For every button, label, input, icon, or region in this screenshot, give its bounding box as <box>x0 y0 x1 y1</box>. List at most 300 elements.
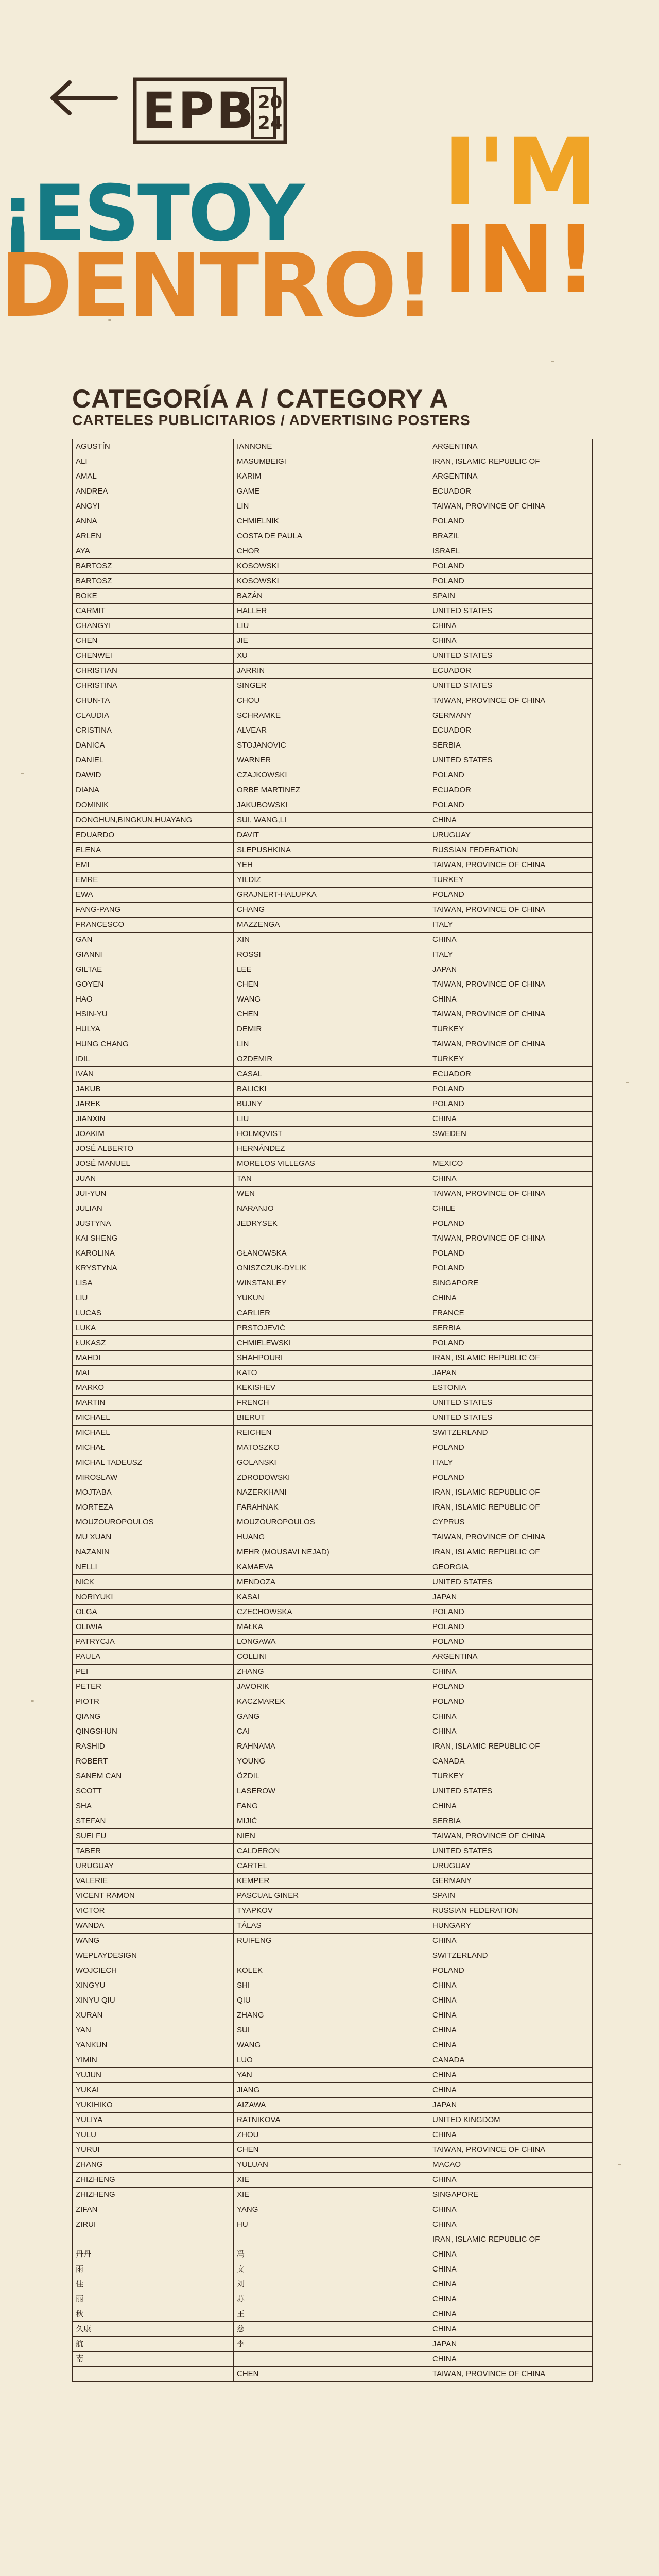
table-row <box>73 1904 593 1919</box>
first-name-cell: MAHDI <box>73 1351 234 1366</box>
last-name-cell: YUKUN <box>234 1291 429 1306</box>
country-cell: CHINA <box>429 2247 593 2262</box>
last-name-cell: SCHRAMKE <box>234 708 429 723</box>
country-cell: GEORGIA <box>429 1560 593 1575</box>
last-name-cell: STOJANOVIC <box>234 738 429 753</box>
table-row <box>73 619 593 634</box>
country-cell: CHINA <box>429 1665 593 1680</box>
first-name-cell: XURAN <box>73 2008 234 2023</box>
last-name-cell: CAI <box>234 1724 429 1739</box>
first-name-cell: CARMIT <box>73 604 234 619</box>
country-cell: SERBIA <box>429 738 593 753</box>
table-row <box>73 2143 593 2158</box>
first-name-cell: KAI SHENG <box>73 1231 234 1246</box>
logo-year: 20 24 <box>251 87 276 139</box>
last-name-cell: SUI <box>234 2023 429 2038</box>
country-cell: ITALY <box>429 1455 593 1470</box>
last-name-cell: CHEN <box>234 2143 429 2158</box>
first-name-cell: YUJUN <box>73 2068 234 2083</box>
first-name-cell <box>73 2367 234 2382</box>
last-name-cell: DEMIR <box>234 1022 429 1037</box>
country-cell: CHINA <box>429 2008 593 2023</box>
country-cell: POLAND <box>429 1605 593 1620</box>
table-row <box>73 1440 593 1455</box>
last-name-cell: BALICKI <box>234 1082 429 1097</box>
first-name-cell: CHRISTINA <box>73 679 234 693</box>
country-cell: SWITZERLAND <box>429 1426 593 1440</box>
last-name-cell: CHEN <box>234 1007 429 1022</box>
last-name-cell: NAZERKHANI <box>234 1485 429 1500</box>
first-name-cell: STEFAN <box>73 1814 234 1829</box>
country-cell: POLAND <box>429 1336 593 1351</box>
last-name-cell: NARANJO <box>234 1201 429 1216</box>
country-cell: CANADA <box>429 2053 593 2068</box>
first-name-cell: ZHIZHENG <box>73 2188 234 2202</box>
last-name-cell: RUIFENG <box>234 1934 429 1948</box>
first-name-cell: PEI <box>73 1665 234 1680</box>
country-cell: POLAND <box>429 1246 593 1261</box>
country-cell: TAIWAN, PROVINCE OF CHINA <box>429 903 593 918</box>
first-name-cell: IVÁN <box>73 1067 234 1082</box>
table-row <box>73 888 593 903</box>
table-row <box>73 1978 593 1993</box>
table-row <box>73 2292 593 2307</box>
country-cell: ARGENTINA <box>429 1650 593 1665</box>
first-name-cell: WANDA <box>73 1919 234 1934</box>
country-cell: TAIWAN, PROVINCE OF CHINA <box>429 1007 593 1022</box>
first-name-cell: DANIEL <box>73 753 234 768</box>
country-cell: TAIWAN, PROVINCE OF CHINA <box>429 1037 593 1052</box>
country-cell: POLAND <box>429 1216 593 1231</box>
last-name-cell: HOLMQVIST <box>234 1127 429 1142</box>
last-name-cell: KOSOWSKI <box>234 574 429 589</box>
last-name-cell: CASAL <box>234 1067 429 1082</box>
first-name-cell: YULU <box>73 2128 234 2143</box>
country-cell: UNITED STATES <box>429 604 593 619</box>
first-name-cell: VALERIE <box>73 1874 234 1889</box>
first-name-cell: JUI-YUN <box>73 1187 234 1201</box>
country-cell: POLAND <box>429 574 593 589</box>
country-cell: UNITED STATES <box>429 1396 593 1411</box>
table-row <box>73 664 593 679</box>
country-cell: CHINA <box>429 2322 593 2337</box>
table-row <box>73 1216 593 1231</box>
table-row <box>73 1680 593 1694</box>
first-name-cell: MIROSLAW <box>73 1470 234 1485</box>
back-arrow-icon[interactable] <box>46 77 118 118</box>
first-name-cell: BARTOSZ <box>73 559 234 574</box>
table-row <box>73 1874 593 1889</box>
table-row <box>73 2307 593 2322</box>
table-row <box>73 977 593 992</box>
country-cell: GERMANY <box>429 708 593 723</box>
last-name-cell: CHOU <box>234 693 429 708</box>
country-cell: CHINA <box>429 619 593 634</box>
last-name-cell: JIANG <box>234 2083 429 2098</box>
last-name-cell: 苏 <box>234 2292 429 2307</box>
first-name-cell: XINGYU <box>73 1978 234 1993</box>
country-cell: ARGENTINA <box>429 469 593 484</box>
last-name-cell: HALLER <box>234 604 429 619</box>
country-cell: ECUADOR <box>429 723 593 738</box>
table-row <box>73 723 593 738</box>
last-name-cell: KEMPER <box>234 1874 429 1889</box>
last-name-cell: GAME <box>234 484 429 499</box>
country-cell: UNITED STATES <box>429 1844 593 1859</box>
participants-table <box>72 439 592 2382</box>
country-cell: CHINA <box>429 1993 593 2008</box>
first-name-cell: CHENWEI <box>73 649 234 664</box>
country-cell: SWEDEN <box>429 1127 593 1142</box>
table-row <box>73 738 593 753</box>
country-cell: CHILE <box>429 1201 593 1216</box>
country-cell: UNITED STATES <box>429 1575 593 1590</box>
last-name-cell <box>234 1948 429 1963</box>
first-name-cell: IDIL <box>73 1052 234 1067</box>
country-cell: POLAND <box>429 1680 593 1694</box>
country-cell: CHINA <box>429 2217 593 2232</box>
first-name-cell: FANG-PANG <box>73 903 234 918</box>
table-row <box>73 604 593 619</box>
country-cell: CHINA <box>429 1799 593 1814</box>
first-name-cell: LISA <box>73 1276 234 1291</box>
country-cell: BRAZIL <box>429 529 593 544</box>
last-name-cell: TÁLAS <box>234 1919 429 1934</box>
country-cell: POLAND <box>429 768 593 783</box>
table-row <box>73 499 593 514</box>
first-name-cell: MU XUAN <box>73 1530 234 1545</box>
first-name-cell: ARLEN <box>73 529 234 544</box>
last-name-cell: GANG <box>234 1709 429 1724</box>
last-name-cell: FRENCH <box>234 1396 429 1411</box>
last-name-cell: YANG <box>234 2202 429 2217</box>
first-name-cell: YUKAI <box>73 2083 234 2098</box>
first-name-cell: MOUZOUROPOULOS <box>73 1515 234 1530</box>
table-row <box>73 708 593 723</box>
first-name-cell: NELLI <box>73 1560 234 1575</box>
country-cell: CHINA <box>429 1172 593 1187</box>
first-name-cell: WOJCIECH <box>73 1963 234 1978</box>
table-row <box>73 1784 593 1799</box>
table-row <box>73 1650 593 1665</box>
last-name-cell: CHMIELEWSKI <box>234 1336 429 1351</box>
last-name-cell: JEDRYSEK <box>234 1216 429 1231</box>
last-name-cell: PRSTOJEVIĆ <box>234 1321 429 1336</box>
country-cell: TAIWAN, PROVINCE OF CHINA <box>429 1530 593 1545</box>
table-row <box>73 2173 593 2188</box>
country-cell: ISRAEL <box>429 544 593 559</box>
last-name-cell: YEH <box>234 858 429 873</box>
first-name-cell: JAKUB <box>73 1082 234 1097</box>
headline-estoy: ¡ESTOY <box>0 169 303 259</box>
first-name-cell: GILTAE <box>73 962 234 977</box>
country-cell: CHINA <box>429 2277 593 2292</box>
table-row <box>73 2098 593 2113</box>
country-cell: SINGAPORE <box>429 1276 593 1291</box>
country-cell: UNITED STATES <box>429 679 593 693</box>
last-name-cell: YAN <box>234 2068 429 2083</box>
last-name-cell: KASAI <box>234 1590 429 1605</box>
table-row <box>73 544 593 559</box>
table-row <box>73 1754 593 1769</box>
first-name-cell: ŁUKASZ <box>73 1336 234 1351</box>
table-row <box>73 1231 593 1246</box>
last-name-cell: GRAJNERT-HALUPKA <box>234 888 429 903</box>
first-name-cell: MARTIN <box>73 1396 234 1411</box>
first-name-cell: 南 <box>73 2352 234 2367</box>
first-name-cell: GOYEN <box>73 977 234 992</box>
first-name-cell: ELENA <box>73 843 234 858</box>
first-name-cell: ROBERT <box>73 1754 234 1769</box>
first-name-cell: MARKO <box>73 1381 234 1396</box>
country-cell: CHINA <box>429 813 593 828</box>
table-row <box>73 1067 593 1082</box>
last-name-cell: MEHR (MOUSAVI NEJAD) <box>234 1545 429 1560</box>
first-name-cell: LUCAS <box>73 1306 234 1321</box>
table-row <box>73 1351 593 1366</box>
country-cell: CHINA <box>429 2128 593 2143</box>
logo-text: EPB <box>142 82 256 140</box>
table-row <box>73 813 593 828</box>
country-cell: TURKEY <box>429 1769 593 1784</box>
first-name-cell: LIU <box>73 1291 234 1306</box>
first-name-cell: ALI <box>73 454 234 469</box>
last-name-cell: JIE <box>234 634 429 649</box>
country-cell: JAPAN <box>429 2098 593 2113</box>
category-subtitle: CARTELES PUBLICITARIOS / ADVERTISING POSTERS <box>72 412 471 428</box>
last-name-cell: CHMIELNIK <box>234 514 429 529</box>
last-name-cell: WINSTANLEY <box>234 1276 429 1291</box>
table-row <box>73 918 593 933</box>
table-row <box>73 1157 593 1172</box>
table-row <box>73 1963 593 1978</box>
first-name-cell: 雨 <box>73 2262 234 2277</box>
last-name-cell: BUJNY <box>234 1097 429 1112</box>
last-name-cell: 刘 <box>234 2277 429 2292</box>
table-row <box>73 2262 593 2277</box>
country-cell: TURKEY <box>429 1052 593 1067</box>
first-name-cell: MORTEZA <box>73 1500 234 1515</box>
last-name-cell: TYAPKOV <box>234 1904 429 1919</box>
first-name-cell: MICHAŁ <box>73 1440 234 1455</box>
first-name-cell: XINYU QIU <box>73 1993 234 2008</box>
last-name-cell: MAZZENGA <box>234 918 429 933</box>
table-row <box>73 2232 593 2247</box>
first-name-cell: OLGA <box>73 1605 234 1620</box>
country-cell: POLAND <box>429 1963 593 1978</box>
table-row <box>73 1127 593 1142</box>
country-cell: POLAND <box>429 888 593 903</box>
last-name-cell: TAN <box>234 1172 429 1187</box>
first-name-cell: EMI <box>73 858 234 873</box>
first-name-cell: YIMIN <box>73 2053 234 2068</box>
last-name-cell <box>234 1231 429 1246</box>
table-row <box>73 1187 593 1201</box>
first-name-cell: DAWID <box>73 768 234 783</box>
table-row <box>73 933 593 947</box>
first-name-cell: DIANA <box>73 783 234 798</box>
country-cell: SINGAPORE <box>429 2188 593 2202</box>
first-name-cell: BARTOSZ <box>73 574 234 589</box>
first-name-cell: ZIRUI <box>73 2217 234 2232</box>
last-name-cell: MIJIĆ <box>234 1814 429 1829</box>
first-name-cell: SCOTT <box>73 1784 234 1799</box>
country-cell: JAPAN <box>429 1366 593 1381</box>
country-cell: SWITZERLAND <box>429 1948 593 1963</box>
country-cell: POLAND <box>429 1694 593 1709</box>
last-name-cell: COSTA DE PAULA <box>234 529 429 544</box>
first-name-cell: HUNG CHANG <box>73 1037 234 1052</box>
table-row <box>73 753 593 768</box>
first-name-cell: NORIYUKI <box>73 1590 234 1605</box>
first-name-cell: 丽 <box>73 2292 234 2307</box>
first-name-cell: TABER <box>73 1844 234 1859</box>
table-row <box>73 1993 593 2008</box>
table-row <box>73 454 593 469</box>
first-name-cell: YANKUN <box>73 2038 234 2053</box>
last-name-cell: KOLEK <box>234 1963 429 1978</box>
table-row <box>73 2038 593 2053</box>
last-name-cell: LIU <box>234 1112 429 1127</box>
country-cell: CHINA <box>429 1724 593 1739</box>
table-row <box>73 2277 593 2292</box>
country-cell: RUSSIAN FEDERATION <box>429 1904 593 1919</box>
first-name-cell: FRANCESCO <box>73 918 234 933</box>
first-name-cell: CHANGYI <box>73 619 234 634</box>
country-cell: CHINA <box>429 2262 593 2277</box>
first-name-cell: JULIAN <box>73 1201 234 1216</box>
last-name-cell: GŁANOWSKA <box>234 1246 429 1261</box>
country-cell: SPAIN <box>429 589 593 604</box>
last-name-cell: MASUMBEIGI <box>234 454 429 469</box>
table-row <box>73 768 593 783</box>
table-row <box>73 947 593 962</box>
last-name-cell: YILDIZ <box>234 873 429 888</box>
table-row <box>73 439 593 454</box>
first-name-cell: AGUSTÍN <box>73 439 234 454</box>
table-row <box>73 693 593 708</box>
country-cell: TAIWAN, PROVINCE OF CHINA <box>429 1231 593 1246</box>
last-name-cell: ZHANG <box>234 1665 429 1680</box>
last-name-cell: LUO <box>234 2053 429 2068</box>
last-name-cell: CHEN <box>234 977 429 992</box>
last-name-cell: FANG <box>234 1799 429 1814</box>
first-name-cell: KRYSTYNA <box>73 1261 234 1276</box>
table-row <box>73 1560 593 1575</box>
last-name-cell: QIU <box>234 1993 429 2008</box>
country-cell: UNITED STATES <box>429 1411 593 1426</box>
last-name-cell: LIN <box>234 1037 429 1052</box>
table-row <box>73 1829 593 1844</box>
country-cell: POLAND <box>429 514 593 529</box>
first-name-cell: GAN <box>73 933 234 947</box>
first-name-cell: QIANG <box>73 1709 234 1724</box>
country-cell: CHINA <box>429 2173 593 2188</box>
first-name-cell: ANGYI <box>73 499 234 514</box>
country-cell: ITALY <box>429 918 593 933</box>
country-cell: JAPAN <box>429 2337 593 2352</box>
country-cell: URUGUAY <box>429 1859 593 1874</box>
country-cell: CHINA <box>429 2038 593 2053</box>
table-row <box>73 2367 593 2382</box>
country-cell: JAPAN <box>429 962 593 977</box>
last-name-cell: MATOSZKO <box>234 1440 429 1455</box>
country-cell: CHINA <box>429 2202 593 2217</box>
first-name-cell: DANICA <box>73 738 234 753</box>
table-row <box>73 1590 593 1605</box>
last-name-cell: OZDEMIR <box>234 1052 429 1067</box>
table-row <box>73 2188 593 2202</box>
country-cell: POLAND <box>429 1620 593 1635</box>
country-cell: ARGENTINA <box>429 439 593 454</box>
table-row <box>73 873 593 888</box>
last-name-cell: XIE <box>234 2188 429 2202</box>
first-name-cell: URUGUAY <box>73 1859 234 1874</box>
country-cell: CHINA <box>429 2292 593 2307</box>
table-row <box>73 1545 593 1560</box>
table-row <box>73 469 593 484</box>
epb-logo[interactable] <box>133 77 287 144</box>
last-name-cell: KEKISHEV <box>234 1381 429 1396</box>
table-row <box>73 634 593 649</box>
first-name-cell: JIANXIN <box>73 1112 234 1127</box>
country-cell: FRANCE <box>429 1306 593 1321</box>
country-cell: SERBIA <box>429 1321 593 1336</box>
first-name-cell: BOKE <box>73 589 234 604</box>
country-cell: UNITED STATES <box>429 649 593 664</box>
country-cell: POLAND <box>429 798 593 813</box>
first-name-cell: MICHAEL <box>73 1411 234 1426</box>
last-name-cell: CARTEL <box>234 1859 429 1874</box>
country-cell: IRAN, ISLAMIC REPUBLIC OF <box>429 1739 593 1754</box>
table-row <box>73 1097 593 1112</box>
table-row <box>73 1276 593 1291</box>
last-name-cell: SHAHPOURI <box>234 1351 429 1366</box>
country-cell: TURKEY <box>429 873 593 888</box>
first-name-cell: PATRYCJA <box>73 1635 234 1650</box>
first-name-cell: ZHANG <box>73 2158 234 2173</box>
last-name-cell: CALDERON <box>234 1844 429 1859</box>
first-name-cell: PETER <box>73 1680 234 1694</box>
country-cell: TAIWAN, PROVINCE OF CHINA <box>429 858 593 873</box>
table-row <box>73 1934 593 1948</box>
country-cell: GERMANY <box>429 1874 593 1889</box>
last-name-cell: 冯 <box>234 2247 429 2262</box>
table-row <box>73 649 593 664</box>
first-name-cell: JOAKIM <box>73 1127 234 1142</box>
last-name-cell: NIEN <box>234 1829 429 1844</box>
country-cell: TAIWAN, PROVINCE OF CHINA <box>429 977 593 992</box>
last-name-cell: CHEN <box>234 2367 429 2382</box>
last-name-cell: XIE <box>234 2173 429 2188</box>
country-cell: TAIWAN, PROVINCE OF CHINA <box>429 2143 593 2158</box>
first-name-cell: SANEM CAN <box>73 1769 234 1784</box>
last-name-cell: COLLINI <box>234 1650 429 1665</box>
country-cell: CYPRUS <box>429 1515 593 1530</box>
first-name-cell: PAULA <box>73 1650 234 1665</box>
last-name-cell: YOUNG <box>234 1754 429 1769</box>
table-row <box>73 529 593 544</box>
country-cell: SPAIN <box>429 1889 593 1904</box>
first-name-cell: VICENT RAMON <box>73 1889 234 1904</box>
table-row <box>73 1142 593 1157</box>
table-row <box>73 1694 593 1709</box>
first-name-cell: QINGSHUN <box>73 1724 234 1739</box>
last-name-cell: LIU <box>234 619 429 634</box>
table-row <box>73 798 593 813</box>
first-name-cell: JUAN <box>73 1172 234 1187</box>
country-cell: CHINA <box>429 1934 593 1948</box>
